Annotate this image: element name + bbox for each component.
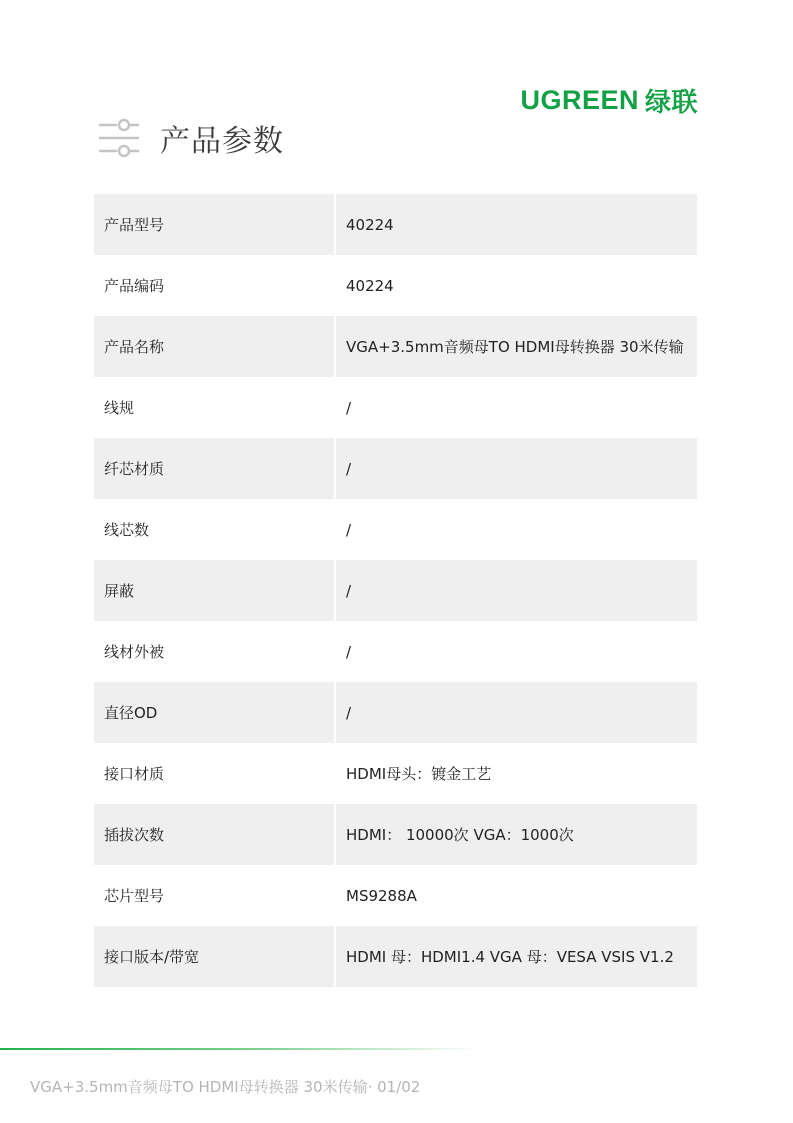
spec-value: HDMI母头：镀金工艺 bbox=[346, 764, 492, 783]
spec-value: / bbox=[346, 459, 352, 478]
spec-label: 产品型号 bbox=[104, 216, 165, 234]
table-row bbox=[94, 682, 697, 743]
spec-label: 屏蔽 bbox=[104, 582, 135, 600]
spec-value: 40224 bbox=[346, 215, 394, 234]
spec-label: 芯片型号 bbox=[104, 887, 165, 905]
spec-label: 插拔次数 bbox=[104, 826, 165, 844]
table-row bbox=[94, 804, 697, 865]
brand-name-en: UGREEN bbox=[520, 84, 639, 115]
spec-label: 纤芯材质 bbox=[104, 460, 165, 478]
sliders-icon bbox=[98, 118, 140, 158]
footer-text: VGA+3.5mm音频母TO HDMI母转换器 30米传输· 01/02 bbox=[30, 1078, 421, 1096]
spec-label: 接口材质 bbox=[104, 765, 165, 783]
spec-value: VGA+3.5mm音频母TO HDMI母转换器 30米传输 bbox=[346, 337, 684, 356]
table-row bbox=[94, 377, 697, 438]
table-row bbox=[94, 316, 697, 377]
spec-value: / bbox=[346, 581, 352, 600]
table-row bbox=[94, 621, 697, 682]
table-row bbox=[94, 194, 697, 255]
spec-value: / bbox=[346, 703, 352, 722]
spec-value: 40224 bbox=[346, 276, 394, 295]
brand-name-cn: 绿联 bbox=[644, 87, 698, 118]
spec-table bbox=[94, 194, 697, 987]
spec-label: 线芯数 bbox=[104, 521, 150, 539]
section-title: 产品参数 bbox=[160, 124, 284, 159]
spec-value: / bbox=[346, 642, 352, 661]
section-header bbox=[98, 114, 284, 162]
spec-value: HDMI： 10000次 VGA：1000次 bbox=[346, 825, 574, 844]
table-row bbox=[94, 865, 697, 926]
spec-label: 接口版本/带宽 bbox=[104, 948, 200, 966]
spec-label: 产品名称 bbox=[104, 338, 165, 356]
table-row bbox=[94, 438, 697, 499]
spec-label: 产品编码 bbox=[104, 277, 165, 295]
table-row bbox=[94, 743, 697, 804]
table-row bbox=[94, 499, 697, 560]
table-row bbox=[94, 255, 697, 316]
spec-label: 线材外被 bbox=[104, 643, 165, 661]
spec-value: / bbox=[346, 398, 352, 417]
spec-label: 线规 bbox=[104, 399, 135, 417]
spec-value: HDMI 母：HDMI1.4 VGA 母：VESA VSIS V1.2 bbox=[346, 947, 674, 966]
spec-value: / bbox=[346, 520, 352, 539]
spec-label: 直径OD bbox=[104, 704, 158, 722]
footer-divider bbox=[0, 1048, 480, 1050]
brand-logo bbox=[520, 82, 698, 118]
table-row bbox=[94, 560, 697, 621]
spec-value: MS9288A bbox=[346, 886, 417, 905]
table-row bbox=[94, 926, 697, 987]
